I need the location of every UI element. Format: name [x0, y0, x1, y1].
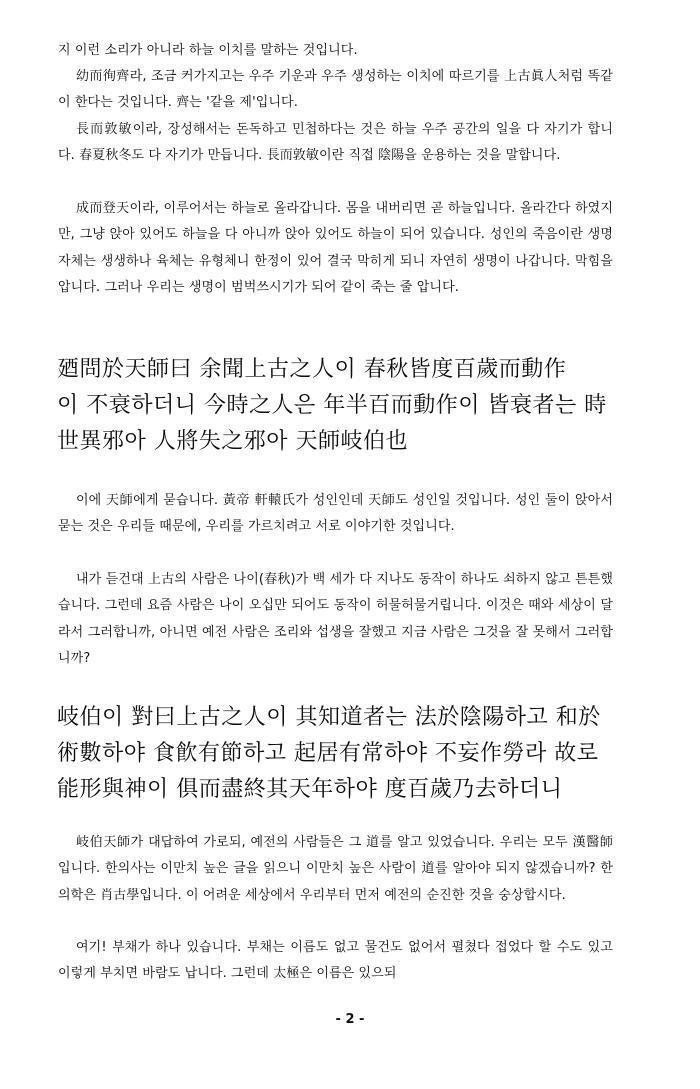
paragraph: 지 이런 소리가 아니라 하늘 이치를 말하는 것입니다.	[58, 43, 358, 58]
paragraph: 成而登天이라, 이루어서는 하늘로 올라갑니다. 몸을 내버리면 곧 하늘입니다. 올라간다 하였지만, 그냥 앉아 있어도 하늘을 다 아니까 앉아 있어도 하늘이 되어 있습니다. 성인의 죽음이란 생명 자체는 생생하나 육체는 유형체니 한정이 있어 결국 막히게 되니 자연히 생명이 나갑니다. 막힘을 압니다. 그러나 우리는 생명이 범벅쓰시기가 되어 같이 죽는 줄 압니다.	[58, 201, 613, 295]
paragraph: 長而敦敏이라, 장성해서는 돈독하고 민첩하다는 것은 하늘 우주 공간의 일을 다 자기가 합니다. 春夏秋冬도 다 자기가 만듭니다. 長而敦敏이란 직접 陰陽을 운용하는 것을 말합니다.	[58, 122, 613, 164]
paragraph: 幼而徇齊라, 조금 커가지고는 우주 기운과 우주 생성하는 이치에 따르기를 上古眞人처럼 똑같이 한다는 것입니다. 齊는 '같을 제'입니다.	[58, 69, 613, 111]
classical-line: 이 不衰하더니 今時之人은 年半百而動作이 皆衰者는 時	[57, 393, 607, 418]
classical-line: 世異邪아 人將失之邪아 天師岐伯也	[57, 429, 408, 454]
paragraph: 岐伯天師가 대답하여 가로되, 예전의 사람들은 그 道를 알고 있었습니다. 우리는 모두 漢醫師입니다. 한의사는 이만치 높은 글을 읽으니 이만치 높은 사람이 道를 알아야 되지 않겠습니까? 한의학은 肖古學입니다. 이 어려운 세상에서 우리부터 먼저 예전의 순진한 것을 숭상합시다.	[58, 835, 613, 903]
classical-line: 廼問於天師曰 余聞上古之人이 春秋皆度百歲而動作	[57, 357, 567, 382]
classical-text-block	[57, 352, 657, 460]
paragraph: 내가 듣건대 上古의 사람은 나이(春秋)가 백 세가 다 지나도 동작이 하나도 쇠하지 않고 튼튼했습니다. 그런데 요즘 사람은 나이 오십만 되어도 동작이 허물허물거립니다. 이것은 때와 세상이 달라서 그러합니까, 아니면 예전 사람은 조리와 섭생을 잘했고 지금 사람은 그것을 잘 못해서 그러합니까?	[58, 572, 613, 666]
classical-text-block	[57, 700, 657, 808]
paragraph: 이에 天師에게 묻습니다. 黃帝 軒轅氏가 성인인데 天師도 성인일 것입니다. 성인 둘이 앉아서 묻는 것은 우리들 때문에, 우리를 가르치려고 서로 이야기한 것입니다.	[58, 493, 613, 535]
paragraph: 여기! 부채가 하나 있습니다. 부채는 이름도 없고 물건도 없어서 펼쳤다 접었다 할 수도 있고 이렇게 부치면 바람도 납니다. 그런데 太極은 이름은 있으되	[58, 940, 613, 982]
classical-line: 岐伯이 對曰上古之人이 其知道者는 法於陰陽하고 和於	[57, 705, 601, 730]
classical-line: 術數하야 食飮有節하고 起居有常하야 不妄作勞라 故로	[57, 741, 599, 766]
page-number: - 2 -	[335, 1012, 365, 1027]
classical-line: 能形與神이 俱而盡終其天年하야 度百歲乃去하더니	[57, 777, 563, 802]
